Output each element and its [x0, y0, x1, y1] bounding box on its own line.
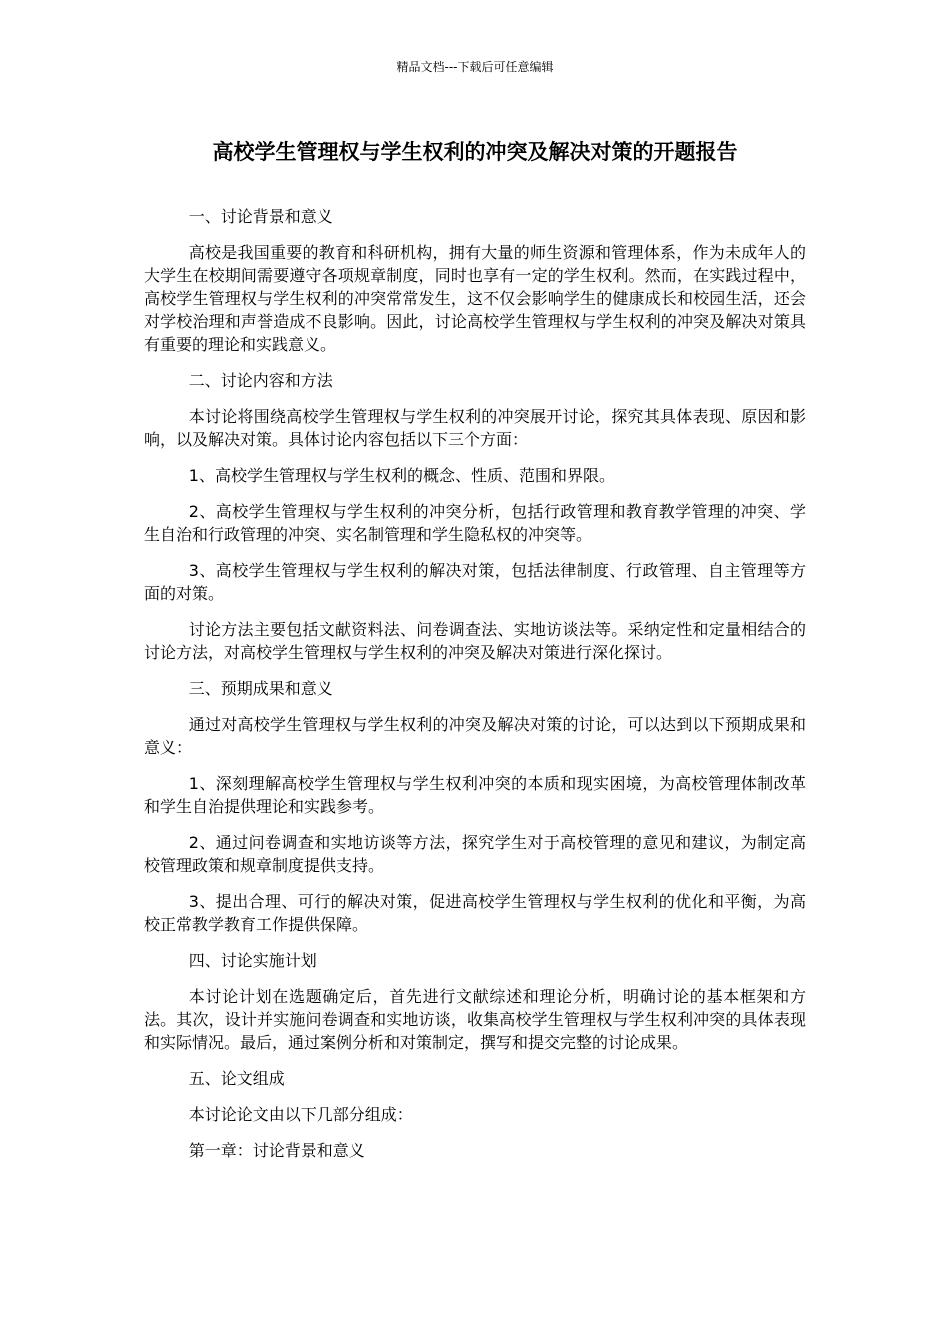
section-heading-1: 一、讨论背景和意义 — [188, 207, 333, 226]
list-item-outcome-1: 1、深刻理解高校学生管理权与学生权利冲突的本质和现实困境，为高校管理体制改革和学生自治提供理论和实践参考。 — [144, 774, 806, 816]
list-item-outcome-3: 3、提出合理、可行的解决对策，促进高校学生管理权与学生权利的优化和平衡，为高校正常教学教育工作提供保障。 — [144, 892, 806, 934]
list-item-outcome-2: 2、通过问卷调查和实地访谈等方法，探究学生对于高校管理的意见和建议，为制定高校管理政策和规章制度提供支持。 — [144, 833, 806, 875]
list-item-chapter-1: 第一章：讨论背景和意义 — [188, 1141, 365, 1160]
section-heading-3: 三、预期成果和意义 — [188, 679, 333, 698]
section-heading-4: 四、讨论实施计划 — [188, 951, 317, 970]
paragraph-structure-intro: 本讨论论文由以下几部分组成： — [188, 1105, 413, 1124]
paragraph-content-intro: 本讨论将围绕高校学生管理权与学生权利的冲突展开讨论，探究其具体表现、原因和影响，以及解决对策。具体讨论内容包括以下三个方面： — [144, 407, 806, 449]
document-body — [144, 205, 806, 1175]
section-heading-5: 五、论文组成 — [188, 1069, 285, 1088]
paragraph-methods: 讨论方法主要包括文献资料法、问卷调查法、实地访谈法等。采纳定性和定量相结合的讨论方法，对高校学生管理权与学生权利的冲突及解决对策进行深化探讨。 — [144, 620, 806, 662]
document-title: 高校学生管理权与学生权利的冲突及解决对策的开题报告 — [212, 140, 738, 164]
list-item-content-1: 1、高校学生管理权与学生权利的概念、性质、范围和界限。 — [188, 466, 615, 485]
page-header-watermark: 精品文档---下载后可任意编辑 — [396, 60, 554, 74]
section-heading-2: 二、讨论内容和方法 — [188, 371, 333, 390]
list-item-content-3: 3、高校学生管理权与学生权利的解决对策，包括法律制度、行政管理、自主管理等方面的对策。 — [144, 561, 806, 603]
paragraph-background: 高校是我国重要的教育和科研机构，拥有大量的师生资源和管理体系，作为未成年人的大学生在校期间需要遵守各项规章制度，同时也享有一定的学生权利。然而，在实践过程中，高校学生管理权与学生权利的冲突常常发生，这不仅会影响学生的健康成长和校园生活，还会对学校治理和声誉造成不良影响。因此，讨论高校学生管理权与学生权利的冲突及解决对策具有重要的理论和实践意义。 — [144, 243, 806, 354]
paragraph-plan: 本讨论计划在选题确定后，首先进行文献综述和理论分析，明确讨论的基本框架和方法。其次，设计并实施问卷调查和实地访谈，收集高校学生管理权与学生权利冲突的具体表现和实际情况。最后，通过案例分析和对策制定，撰写和提交完整的讨论成果。 — [144, 987, 806, 1052]
list-item-content-2: 2、高校学生管理权与学生权利的冲突分析，包括行政管理和教育教学管理的冲突、学生自治和行政管理的冲突、实名制管理和学生隐私权的冲突等。 — [144, 502, 806, 544]
paragraph-outcomes-intro: 通过对高校学生管理权与学生权利的冲突及解决对策的讨论，可以达到以下预期成果和意义： — [144, 715, 806, 757]
